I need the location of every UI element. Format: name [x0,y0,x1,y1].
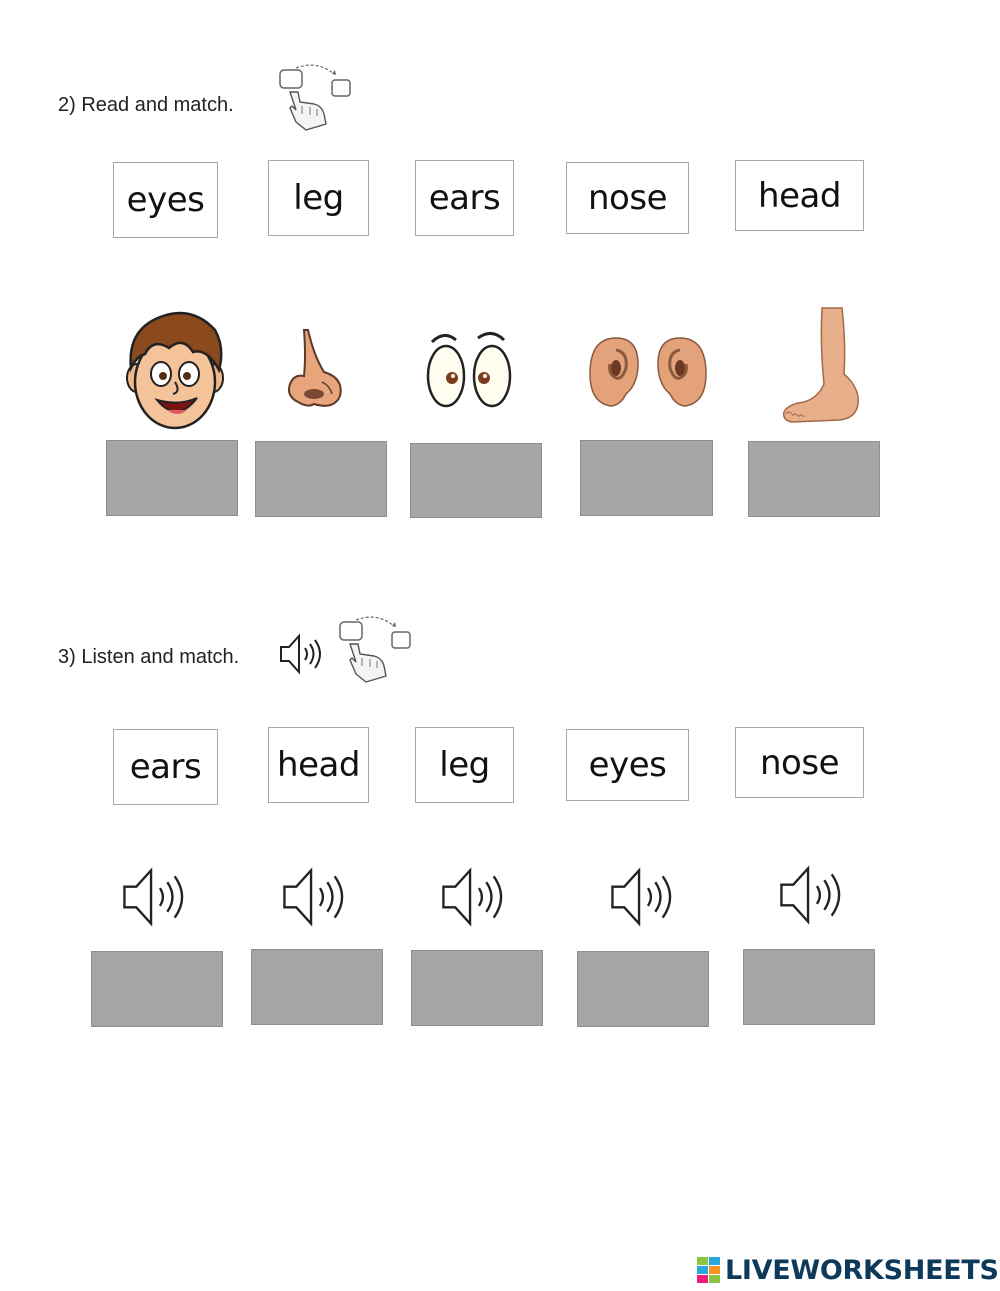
word-card-leg[interactable]: leg [268,160,369,236]
word-card-eyes[interactable]: eyes [566,729,689,801]
speaker-icon[interactable] [777,862,845,928]
liveworksheets-logo-text: LIVEWORKSHEETS [725,1254,999,1286]
word-card-nose[interactable]: nose [735,727,864,798]
drop-box-10[interactable] [743,949,875,1025]
speaker-icon[interactable] [280,864,348,930]
speaker-icon[interactable] [120,864,188,930]
drop-box-4[interactable] [580,440,713,516]
instruction-read-and-match: 2) Read and match. [58,94,234,116]
drop-box-5[interactable] [748,441,880,517]
ears-icon [586,334,710,410]
word-card-ears[interactable]: ears [113,729,218,805]
eyes-icon [422,326,518,414]
word-card-head[interactable]: head [735,160,864,231]
liveworksheets-logo-icon [697,1257,721,1283]
speaker-icon[interactable] [608,864,676,930]
instruction-listen-and-match: 3) Listen and match. [58,646,240,668]
drop-box-9[interactable] [577,951,709,1027]
drop-box-6[interactable] [91,951,223,1027]
word-card-head[interactable]: head [268,727,369,803]
word-card-nose[interactable]: nose [566,162,689,234]
drop-box-2[interactable] [255,441,387,517]
speaker-icon[interactable] [278,632,324,676]
word-card-eyes[interactable]: eyes [113,162,218,238]
drop-box-8[interactable] [411,950,543,1026]
word-card-ears[interactable]: ears [415,160,514,236]
nose-icon [284,326,346,410]
drop-box-1[interactable] [106,440,238,516]
speaker-icon[interactable] [439,864,507,930]
word-card-leg[interactable]: leg [415,727,514,803]
liveworksheets-logo [697,1252,999,1288]
drop-box-7[interactable] [251,949,383,1025]
drop-box-3[interactable] [410,443,542,518]
drag-hand-icon [332,614,416,684]
boy-head-icon [123,308,227,432]
leg-foot-icon [780,304,864,428]
drag-hand-icon [272,62,356,132]
